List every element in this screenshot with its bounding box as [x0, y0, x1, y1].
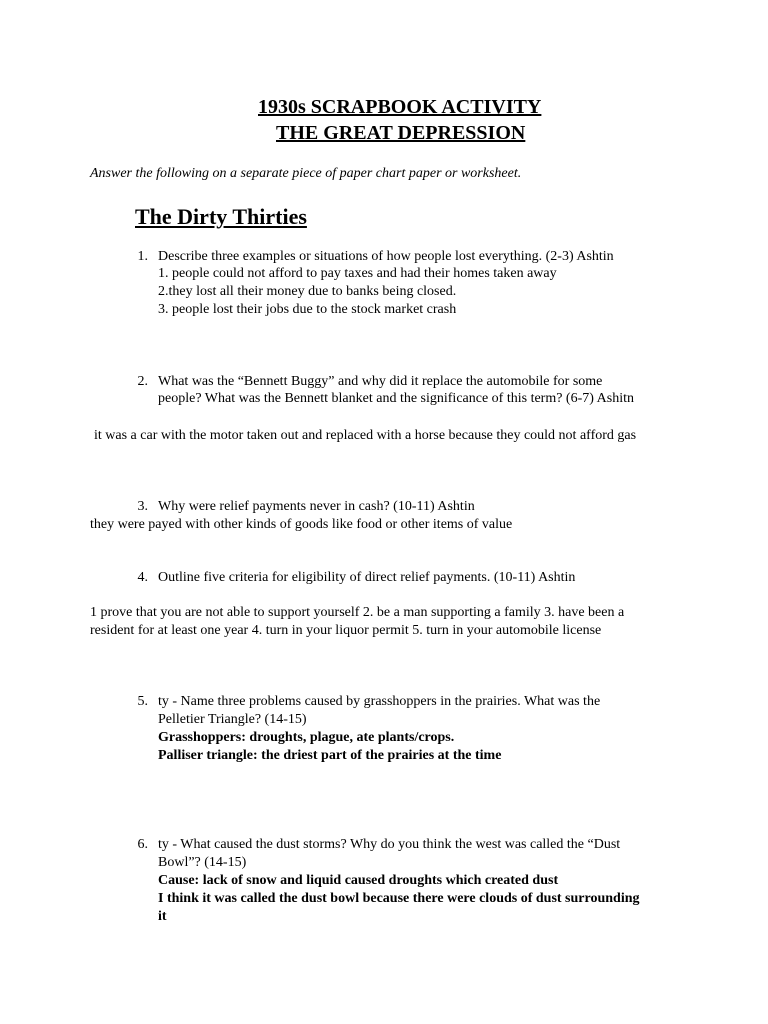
- q5-number: 5.: [137, 694, 148, 709]
- q6-question-line-2: Bowl”? (14-15): [158, 855, 247, 870]
- q4-answer-line-2: resident for at least one year 4. turn in your liquor permit 5. turn in your automobile license: [90, 623, 602, 638]
- q1-question: Describe three examples or situations of how people lost everything. (2-3) Ashtin: [158, 249, 614, 264]
- q3-answer: they were payed with other kinds of goods like food or other items of value: [90, 517, 513, 532]
- q5-answer-2: Palliser triangle: the driest part of the prairies at the time: [158, 748, 502, 763]
- q5-answer-1: Grasshoppers: droughts, plague, ate plants/crops.: [158, 730, 455, 745]
- q6-answer-1: Cause: lack of snow and liquid caused droughts which created dust: [158, 873, 559, 888]
- page-title-line-2: THE GREAT DEPRESSION: [276, 122, 526, 144]
- section-heading: The Dirty Thirties: [135, 204, 307, 229]
- q1-answer-3: 3. people lost their jobs due to the stock market crash: [158, 302, 457, 317]
- q4-number: 4.: [137, 570, 148, 585]
- intro-instruction: Answer the following on a separate piece of paper chart paper or worksheet.: [90, 166, 522, 181]
- q1-answer-2: 2.they lost all their money due to banks being closed.: [158, 284, 457, 299]
- q5-question-line-2: Pelletier Triangle? (14-15): [158, 712, 307, 727]
- q4-answer-line-1: 1 prove that you are not able to support yourself 2. be a man supporting a family 3. have been a: [90, 605, 625, 620]
- q1-number: 1.: [137, 249, 148, 264]
- q6-answer-2: I think it was called the dust bowl because there were clouds of dust surrounding: [158, 891, 640, 906]
- q5-question-line-1: ty - Name three problems caused by grasshoppers in the prairies. What was the: [158, 694, 601, 709]
- q4-question: Outline five criteria for eligibility of direct relief payments. (10-11) Ashtin: [158, 570, 576, 585]
- q6-number: 6.: [137, 837, 148, 852]
- q2-question-line-1: What was the “Bennett Buggy” and why did it replace the automobile for some: [158, 374, 603, 389]
- q3-question: Why were relief payments never in cash? (10-11) Ashtin: [158, 499, 475, 514]
- q2-question-line-2: people? What was the Bennett blanket and the significance of this term? (6-7) Ashitn: [158, 391, 634, 406]
- page-title-line-1: 1930s SCRAPBOOK ACTIVITY: [258, 96, 542, 118]
- q2-answer: it was a car with the motor taken out and replaced with a horse because they could not afford gas: [94, 428, 637, 443]
- q6-question-line-1: ty - What caused the dust storms? Why do you think the west was called the “Dust: [158, 837, 621, 852]
- q3-number: 3.: [137, 499, 148, 514]
- q6-answer-3: it: [158, 909, 167, 924]
- q1-answer-1: 1. people could not afford to pay taxes and had their homes taken away: [158, 266, 557, 281]
- q2-number: 2.: [137, 374, 148, 389]
